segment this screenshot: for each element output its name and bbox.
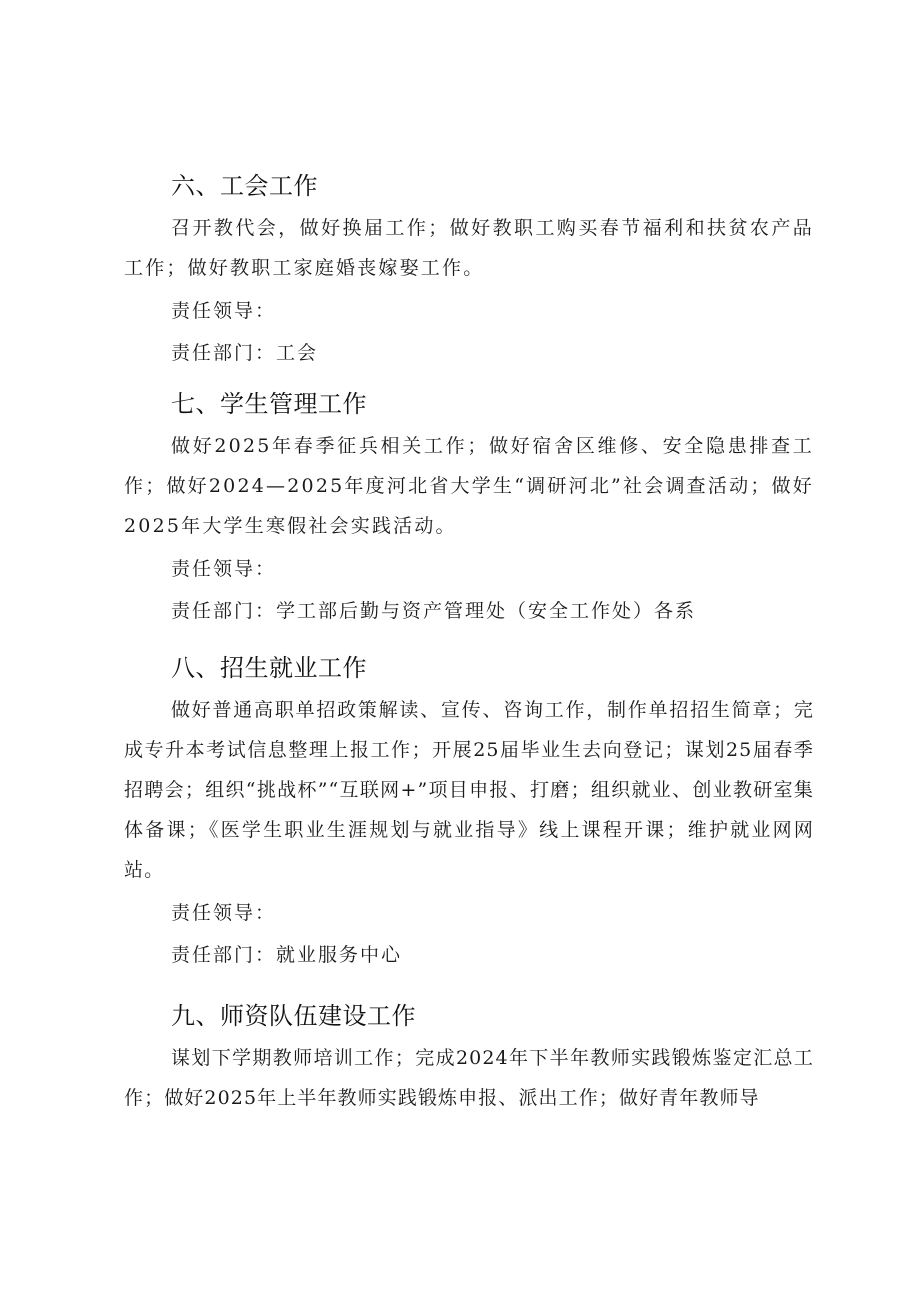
- section-heading: 七、学生管理工作: [171, 390, 367, 418]
- section-heading: 九、师资队伍建设工作: [171, 1002, 416, 1030]
- section-body: 做好普通高职单招政策解读、宣传、咨询工作，制作单招招生简章；完成专升本考试信息整理上报工作；开展25届毕业生去向登记；谋划25届春季招聘会；组织“挑战杯”“互联网+”项目申报、打磨；组织就业、创业教研室集体备课；《医学生职业生涯规划与就业指导》线上课程开课；维护就业网网站。: [124, 699, 814, 881]
- responsible-department: 责任部门：工会: [171, 342, 319, 364]
- responsible-leader: 责任领导：: [171, 902, 277, 924]
- section-student-management: [124, 388, 814, 631]
- responsible-leader: 责任领导：: [171, 558, 277, 580]
- section-body: 做好2025年春季征兵相关工作；做好宿舍区维修、安全隐患排查工作；做好2024—2025年度河北省大学生“调研河北”社会调查活动；做好2025年大学生寒假社会实践活动。: [124, 435, 814, 537]
- section-union-work: [124, 170, 814, 373]
- responsible-department: 责任部门：就业服务中心: [171, 944, 403, 966]
- section-body: 谋划下学期教师培训工作；完成2024年下半年教师实践锻炼鉴定汇总工作；做好2025年上半年教师实践锻炼申报、派出工作；做好青年教师导: [124, 1047, 814, 1109]
- section-enrollment-employment: [124, 652, 814, 975]
- section-heading: 八、招生就业工作: [171, 654, 367, 682]
- responsible-leader: 责任领导：: [171, 300, 277, 322]
- section-body: 召开教代会，做好换届工作；做好教职工购买春节福利和扶贫农产品工作；做好教职工家庭婚丧嫁娶工作。: [124, 217, 814, 279]
- responsible-department: 责任部门：学工部后勤与资产管理处（安全工作处）各系: [171, 600, 697, 622]
- section-heading: 六、工会工作: [171, 172, 318, 200]
- section-faculty-building: [124, 1000, 814, 1118]
